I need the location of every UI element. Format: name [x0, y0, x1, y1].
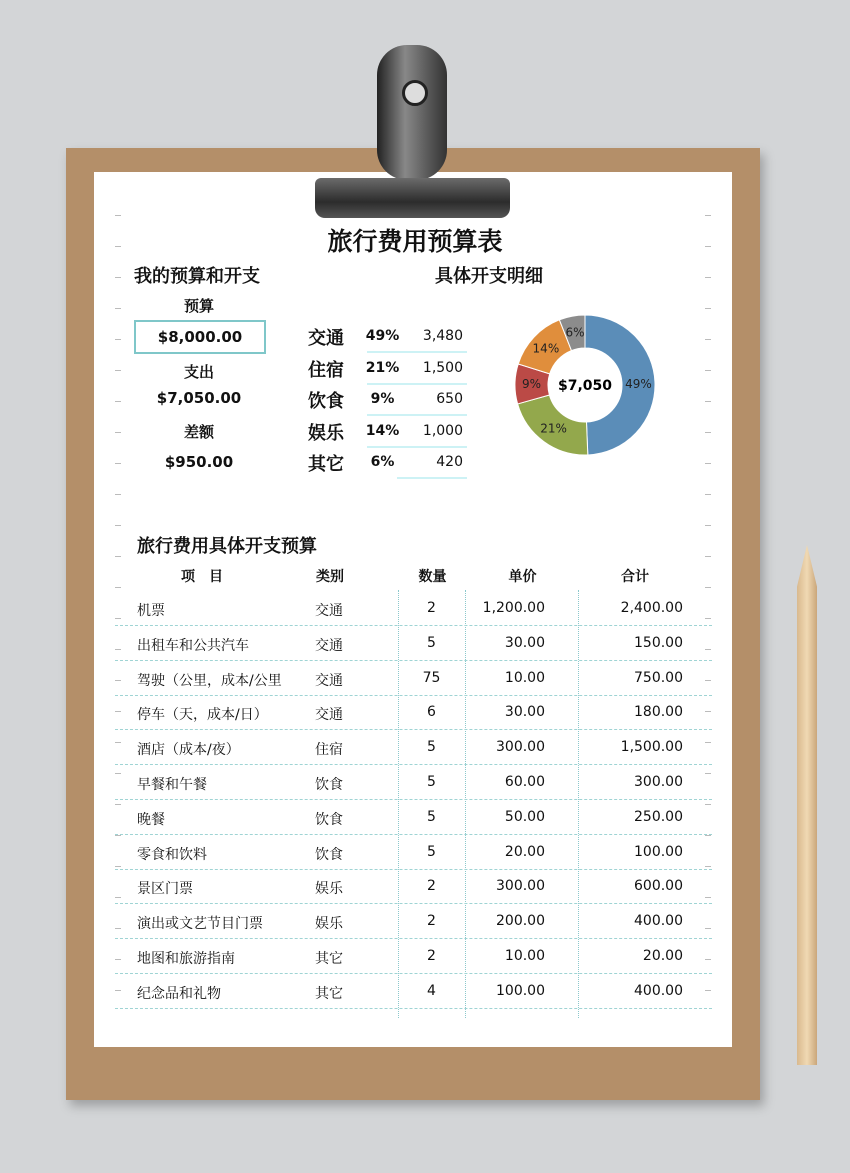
table-row — [115, 765, 712, 800]
item-total: 300.00 — [634, 774, 683, 790]
item-category: 饮食 — [315, 811, 343, 828]
margin-tick — [705, 494, 711, 495]
detail-percent: 21% — [365, 359, 400, 376]
detail-percent: 9% — [370, 391, 395, 407]
detail-category: 其它 — [308, 454, 344, 475]
table-row — [115, 591, 712, 626]
table-row — [115, 626, 712, 661]
item-total: 600.00 — [634, 878, 683, 895]
margin-tick — [115, 401, 121, 402]
item-category: 饮食 — [315, 777, 343, 793]
item-total: 750.00 — [634, 669, 683, 686]
margin-tick — [115, 432, 121, 433]
item-quantity: 5 — [427, 634, 436, 651]
margin-tick — [115, 556, 121, 557]
table-row — [115, 974, 712, 1009]
item-total: 1,500.00 — [620, 739, 683, 756]
detail-amount: 420 — [436, 454, 463, 470]
margin-tick — [705, 339, 711, 340]
margin-tick — [115, 866, 121, 867]
margin-tick — [705, 990, 711, 991]
item-total: 150.00 — [634, 634, 683, 651]
margin-tick — [115, 897, 121, 898]
slice-label: 21% — [540, 421, 567, 436]
detail-amount: 650 — [436, 391, 463, 407]
detail-heading: 具体开支明细 — [435, 266, 543, 287]
margin-tick — [705, 432, 711, 433]
column-header: 合计 — [621, 569, 649, 585]
amount-underline — [397, 477, 467, 479]
margin-tick — [705, 835, 711, 836]
item-name: 早餐和午餐 — [137, 777, 207, 793]
margin-tick — [115, 246, 121, 247]
slice-label: 14% — [532, 341, 560, 356]
table-row — [115, 661, 712, 696]
margin-tick — [705, 618, 711, 619]
margin-tick — [115, 928, 121, 929]
table-heading: 旅行费用具体开支预算 — [137, 536, 317, 557]
margin-tick — [115, 339, 121, 340]
item-total: 20.00 — [642, 948, 683, 964]
margin-tick — [705, 215, 711, 216]
item-quantity: 4 — [427, 982, 436, 999]
detail-amount: 1,000 — [422, 422, 463, 439]
item-total: 250.00 — [634, 808, 683, 825]
item-category: 交通 — [315, 603, 343, 619]
margin-tick — [705, 928, 711, 929]
margin-tick — [705, 463, 711, 464]
item-unit-price: 200.00 — [496, 913, 545, 930]
item-category: 住宿 — [315, 742, 343, 759]
margin-tick — [115, 680, 121, 681]
margin-tick — [705, 370, 711, 371]
margin-tick — [705, 308, 711, 309]
item-name: 景区门票 — [137, 881, 193, 898]
detail-category: 住宿 — [308, 359, 344, 381]
item-name: 出租车和公共汽车 — [137, 637, 249, 654]
amount-underline — [367, 383, 467, 385]
item-name: 零食和饮料 — [137, 846, 207, 863]
margin-tick — [705, 680, 711, 681]
amount-underline — [367, 414, 467, 416]
item-unit-price: 300.00 — [496, 739, 545, 756]
margin-tick — [115, 835, 121, 836]
item-name: 驾驶（公里，成本/公里 — [137, 672, 282, 689]
item-total: 180.00 — [634, 704, 683, 721]
margin-tick — [115, 990, 121, 991]
item-unit-price: 30.00 — [504, 704, 545, 721]
column-header: 单价 — [508, 569, 537, 585]
item-quantity: 2 — [427, 600, 436, 616]
item-name: 纪念品和礼物 — [137, 985, 221, 1002]
slice-label: 49% — [625, 376, 652, 391]
item-category: 饮食 — [315, 846, 343, 863]
margin-tick — [115, 525, 121, 526]
item-name: 酒店（成本/夜） — [137, 742, 240, 759]
item-unit-price: 100.00 — [496, 982, 545, 999]
margin-tick — [115, 711, 121, 712]
detail-category: 交通 — [308, 328, 344, 349]
table-row — [115, 730, 712, 765]
table-row — [115, 939, 712, 974]
detail-percent: 14% — [365, 422, 400, 439]
item-unit-price: 30.00 — [504, 634, 545, 651]
margin-tick — [115, 804, 121, 805]
item-total: 400.00 — [634, 913, 683, 930]
spend-label: 支出 — [183, 363, 214, 381]
table-row — [115, 835, 712, 870]
item-quantity: 6 — [427, 704, 436, 721]
item-name: 停车（天，成本/日） — [137, 707, 268, 724]
item-name: 机票 — [137, 603, 165, 619]
budget-value: $8,000.00 — [134, 320, 266, 354]
item-quantity: 5 — [427, 808, 436, 825]
amount-underline — [367, 351, 467, 353]
margin-tick — [115, 215, 121, 216]
margin-tick — [115, 370, 121, 371]
margin-tick — [705, 742, 711, 743]
margin-tick — [115, 308, 121, 309]
item-quantity: 2 — [427, 878, 436, 895]
item-total: 400.00 — [634, 982, 683, 999]
item-unit-price: 50.00 — [504, 808, 545, 825]
page-title: 旅行费用预算表 — [327, 227, 503, 256]
margin-tick — [705, 866, 711, 867]
item-quantity: 5 — [427, 774, 436, 790]
margin-tick — [705, 525, 711, 526]
detail-percent: 49% — [365, 328, 400, 344]
item-quantity: 75 — [422, 669, 441, 686]
detail-category: 饮食 — [308, 391, 344, 412]
margin-tick — [705, 773, 711, 774]
margin-tick — [115, 587, 121, 588]
margin-tick — [115, 959, 121, 960]
detail-amount: 1,500 — [422, 359, 463, 376]
item-unit-price: 1,200.00 — [482, 600, 545, 616]
donut-chart — [505, 305, 665, 465]
item-name: 地图和旅游指南 — [137, 951, 235, 967]
item-category: 交通 — [315, 707, 343, 724]
item-category: 娱乐 — [315, 916, 343, 933]
budget-label: 预算 — [183, 297, 214, 315]
margin-tick — [705, 959, 711, 960]
diff-label: 差额 — [183, 423, 214, 441]
table-row — [115, 695, 712, 730]
margin-tick — [115, 773, 121, 774]
margin-tick — [705, 556, 711, 557]
slice-label: 6% — [565, 325, 585, 340]
clip-hole — [402, 80, 428, 106]
item-quantity: 5 — [427, 739, 436, 756]
clip-lever — [377, 45, 447, 180]
detail-category: 娱乐 — [308, 422, 344, 444]
margin-tick — [705, 277, 711, 278]
item-unit-price: 10.00 — [504, 669, 545, 686]
table-row — [115, 800, 712, 835]
item-total: 100.00 — [634, 843, 683, 860]
item-name: 晚餐 — [137, 811, 165, 828]
item-quantity: 5 — [427, 843, 436, 860]
item-unit-price: 10.00 — [504, 948, 545, 964]
margin-tick — [705, 649, 711, 650]
item-category: 其它 — [315, 985, 343, 1002]
item-unit-price: 60.00 — [504, 774, 545, 790]
item-category: 交通 — [315, 672, 343, 689]
item-unit-price: 20.00 — [504, 843, 545, 860]
margin-tick — [705, 711, 711, 712]
margin-tick — [115, 649, 121, 650]
item-category: 交通 — [315, 637, 343, 654]
margin-tick — [705, 246, 711, 247]
table-row — [115, 904, 712, 939]
detail-percent: 6% — [370, 454, 395, 470]
item-quantity: 2 — [427, 948, 436, 964]
slice-label: 9% — [521, 377, 542, 392]
diff-value: $950.00 — [164, 453, 234, 471]
column-header: 类别 — [316, 569, 344, 585]
margin-tick — [115, 494, 121, 495]
margin-tick — [115, 742, 121, 743]
margin-tick — [705, 401, 711, 402]
detail-amount: 3,480 — [422, 328, 463, 344]
margin-tick — [115, 618, 121, 619]
table-row — [115, 869, 712, 904]
margin-tick — [115, 277, 121, 278]
column-header: 项 目 — [181, 569, 223, 585]
column-header: 数量 — [418, 569, 447, 585]
item-total: 2,400.00 — [620, 600, 683, 616]
pencil — [797, 545, 817, 1065]
binder-clip — [315, 178, 510, 218]
item-name: 演出或文艺节目门票 — [137, 916, 263, 933]
margin-tick — [705, 897, 711, 898]
margin-tick — [705, 587, 711, 588]
donut-center-total: $7,050 — [557, 378, 613, 394]
spend-value: $7,050.00 — [156, 389, 242, 407]
item-unit-price: 300.00 — [496, 878, 545, 895]
item-category: 其它 — [315, 951, 343, 967]
amount-underline — [367, 446, 467, 448]
margin-tick — [705, 804, 711, 805]
item-category: 娱乐 — [315, 881, 343, 898]
item-quantity: 2 — [427, 913, 436, 930]
summary-heading: 我的预算和开支 — [134, 266, 260, 287]
margin-tick — [115, 463, 121, 464]
